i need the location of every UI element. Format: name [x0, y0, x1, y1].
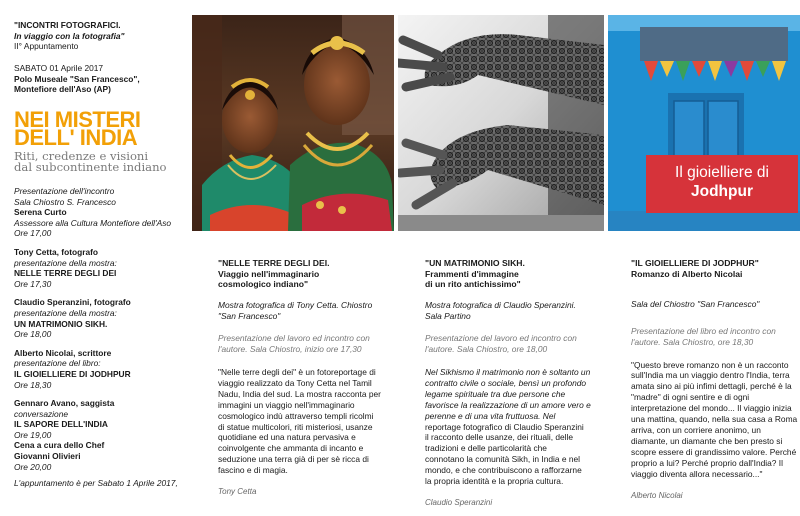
program-entry — [14, 268, 186, 279]
program-line: presentazione del libro: — [14, 358, 101, 369]
column-gioielliere — [631, 258, 800, 501]
program-entry — [14, 398, 186, 409]
photo-indian-girls — [192, 15, 394, 231]
program-line: Ore 18,00 — [14, 329, 52, 340]
column-body-line: di statue multicolori, riti misteriosi, usanze — [218, 421, 373, 432]
program-entry — [14, 329, 186, 340]
column-author: Tony Cetta — [218, 487, 257, 497]
program-line: Sala Chiostro S. Francesco — [14, 196, 116, 207]
program-entry — [14, 308, 186, 319]
column-body-line: connotano la comunità Sikh, in India e nel — [425, 454, 581, 465]
program-line: Alberto Nicolai, scrittore — [14, 347, 112, 358]
program-line: Assessore alla Cultura Montefiore dell'Aso — [14, 217, 172, 228]
column-presentation-line: Presentazione del libro ed incontro con — [631, 325, 776, 336]
program-entry — [14, 258, 186, 269]
column-exhibition-line: Sala Partino — [425, 310, 471, 321]
book-cover-title — [646, 163, 798, 201]
column-body-line: reportage fotografico di Claudio Speranzini — [425, 421, 584, 432]
column-body-line: amata sino ai più infimi dettagli, perché è la — [631, 381, 792, 392]
column-exhibition — [218, 300, 398, 322]
program-line: Cena a cura dello Chef — [14, 440, 105, 451]
column-exhibition — [425, 300, 609, 322]
column-title-line: Romanzo di Alberto Nicolai — [631, 268, 743, 279]
column-title-line: "UN MATRIMONIO SIKH. — [425, 258, 525, 268]
column-body-line: "madre" di ogni sentire e di ogni — [631, 392, 750, 403]
column-body-line: contratto civile o sociale, bensì un profondo — [425, 377, 587, 388]
book-cover-title-line-2: Jodhpur — [691, 183, 753, 200]
program-line: UN MATRIMONIO SIKH. — [14, 318, 108, 329]
column-body-line: fascino e di magia. — [218, 465, 288, 476]
program-line: Ore 20,00 — [14, 461, 52, 472]
program-entry — [14, 430, 186, 441]
column-body-line: viaggio realizzato da Tony Cetta nel Tamil — [218, 377, 372, 388]
column-exhibition — [631, 299, 800, 310]
program-line: Ore 18,30 — [14, 379, 52, 390]
program-line: presentazione della mostra: — [14, 307, 117, 318]
column-body-line: tradizioni e delle particolarità che — [425, 443, 547, 454]
program-entry — [14, 369, 186, 380]
program-entry — [14, 478, 186, 489]
column-title — [631, 258, 800, 279]
column-exhibition-line: Mostra fotografica di Tony Cetta. Chiostro — [218, 299, 373, 310]
program-entry — [14, 358, 186, 369]
program-entry — [14, 218, 186, 239]
column-body-line: cosmologico indù attraverso templi ricolmi — [218, 410, 374, 421]
event-subtitle: In viaggio con la fotografia" — [14, 30, 125, 41]
program-line: Claudio Speranzini, fotografo — [14, 297, 131, 308]
column-body-line: immagini un viaggio nell'immaginario — [218, 399, 355, 410]
column-body-line: sull'India ma un viaggio dentro l'India, terra — [631, 370, 790, 381]
venue-line-1: Polo Museale "San Francesco", — [14, 73, 140, 84]
photo-henna-hands-image — [398, 15, 604, 231]
event-edition: II° Appuntamento — [14, 41, 79, 51]
program-entry — [14, 297, 186, 308]
column-presentation — [218, 333, 398, 355]
program-entry — [14, 462, 186, 473]
program-line: Ore 17,30 — [14, 278, 52, 289]
program-line: Giovanni Olivieri — [14, 451, 81, 462]
column-body-line: interpretazione del mondo... Il viaggio inizia — [631, 403, 792, 414]
column-exhibition-line: Mostra fotografica di Claudio Speranzini. — [425, 299, 576, 310]
program-line: Presentazione dell'incontro — [14, 186, 115, 196]
column-title — [425, 258, 609, 290]
column-presentation-line: Presentazione del lavoro ed incontro con — [425, 333, 577, 344]
photo-indian-girls-image — [192, 15, 394, 231]
column-body-line: perenne e di una vita fruttuosa. Nel — [425, 410, 556, 421]
column-body-line: una mattina, quando, nella sua casa a Roma — [631, 414, 798, 425]
column-presentation — [425, 333, 609, 355]
column-title-line: Frammenti d'immagine — [425, 268, 519, 279]
program-line: L'appuntamento è per Sabato 1 Aprile 2017, — [14, 478, 178, 489]
column-nelle-terre — [218, 258, 398, 498]
program-line: Ore 19,00 — [14, 429, 52, 440]
column-body-line: quotidiane ed una natura pervasiva e — [218, 432, 356, 443]
column-body-line: viaggio diventa allora necessario..." — [631, 468, 763, 479]
column-body-line: "Nelle terre degli dei" è un fotoreportage di — [218, 366, 376, 377]
photo-henna-hands — [398, 15, 604, 231]
column-body — [631, 360, 800, 480]
column-body-line: Nel Sikhismo il matrimonio non è soltanto un — [425, 366, 591, 377]
column-matrimonio-sikh — [425, 258, 609, 509]
column-body-line: diamante, un diamante che ben presto si — [631, 435, 783, 446]
column-body-line: favorisce la realizzazione di un amore vero e — [425, 399, 591, 410]
program-entry — [14, 279, 186, 290]
program-entry — [14, 207, 186, 218]
program-entry — [14, 319, 186, 330]
main-subtitle-line-2: dal subcontinente indiano — [14, 160, 167, 174]
column-title-line: di un rito antichissimo" — [425, 279, 521, 290]
column-presentation — [631, 326, 800, 348]
program-line: IL GIOIELLIERE DI JODHPUR — [14, 368, 131, 379]
column-author: Claudio Speranzini — [425, 497, 493, 507]
column-body — [218, 367, 398, 476]
column-body-line: proprio a lui? Perché proprio dall'India? Il — [631, 457, 783, 468]
column-body-line: seduzione una terra già di per sè ricca di — [218, 454, 369, 465]
program-line: Gennaro Avano, saggista — [14, 398, 115, 409]
column-exhibition-line: Sala del Chiostro "San Francesco" — [631, 299, 760, 310]
program-entry — [14, 247, 186, 258]
column-exhibition-line: "San Francesco" — [218, 310, 281, 321]
program-entry — [14, 440, 186, 461]
program-line: NELLE TERRE DEGLI DEI — [14, 268, 117, 279]
event-date: SABATO 01 Aprile 2017 — [14, 63, 104, 73]
column-body-line: scopre essere di grandissimo valore. Perché — [631, 446, 797, 457]
column-presentation-line: l'autore. Sala Chiostro, inizio ore 17,30 — [218, 344, 362, 355]
column-body — [425, 367, 609, 487]
column-title-line: "IL GIOIELLIERE DI JODPHUR" — [631, 258, 759, 268]
program-entry — [14, 419, 186, 430]
program-line: IL SAPORE DELL'INDIA — [14, 419, 108, 430]
column-title-line: Viaggio nell'immaginario — [218, 268, 320, 279]
column-body-line: arriva, con un corriere anonimo, un — [631, 425, 761, 436]
column-title-line: "NELLE TERRE DEGLI DEI. — [218, 258, 330, 268]
column-presentation-line: Presentazione del lavoro ed incontro con — [218, 333, 370, 344]
main-title-line-1: NEI MISTERI — [14, 107, 141, 132]
column-body-line: mondo, e che contribuiscono a rafforzarne — [425, 465, 582, 476]
column-body-line: il racconto delle usanze, dei rituali, delle — [425, 432, 574, 443]
event-series: "INCONTRI FOTOGRAFICI. — [14, 20, 121, 30]
program-entry — [14, 409, 186, 420]
column-title — [218, 258, 398, 290]
program-line: Serena Curto — [14, 207, 67, 218]
program-line: Tony Cetta, fotografo — [14, 246, 99, 257]
program-entry — [14, 380, 186, 391]
column-body-line: "Questo breve romanzo non è un racconto — [631, 359, 789, 370]
program-entry — [14, 348, 186, 359]
program-entry — [14, 186, 186, 207]
column-body-line: legame spirituale tra due persone che — [425, 388, 566, 399]
program-line: Ore 17,00 — [14, 228, 52, 239]
venue-line-2: Montefiore dell'Aso (AP) — [14, 84, 111, 94]
main-title-line-2: DELL' INDIA — [14, 125, 138, 150]
book-cover-jodhpur — [608, 15, 800, 231]
column-author: Alberto Nicolai — [631, 490, 683, 500]
column-body-line: la propria identità e la propria cultura. — [425, 476, 564, 487]
column-presentation-line: l'autore. Sala Chiostro, ore 18,30 — [631, 336, 754, 347]
program-line: conversazione — [14, 408, 69, 419]
column-title-line: cosmologico indiano" — [218, 279, 309, 290]
column-body-line: Nadu, India del sud. La mostra racconta per — [218, 388, 381, 399]
column-body-line: coinvolgente che ammanta di incanto e — [218, 443, 364, 454]
main-subtitle-line-1: Riti, credenze e visioni — [14, 149, 149, 163]
book-cover-title-line-1: Il gioielliere di — [675, 164, 769, 181]
column-presentation-line: l'autore. Sala Chiostro, ore 18,00 — [425, 344, 548, 355]
program-list — [14, 186, 186, 489]
program-line: presentazione della mostra: — [14, 257, 117, 268]
